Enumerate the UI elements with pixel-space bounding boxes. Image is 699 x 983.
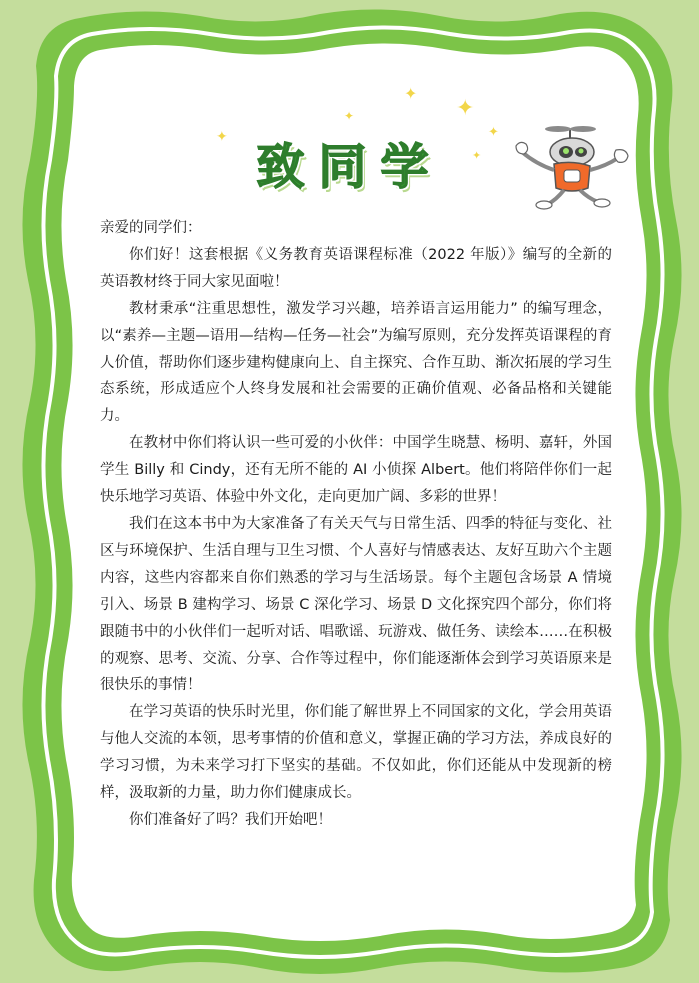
letter-paragraph: 你们好！这套根据《义务教育英语课程标准（2022 年版）》编写的全新的英语教材终于同大家见面啦！ (100, 246, 612, 290)
letter-body (100, 215, 612, 834)
sparkle-icon: ✦ (472, 149, 482, 162)
letter-closing: 你们准备好了吗？我们开始吧！ (129, 811, 332, 828)
letter-paragraph: 教材秉承“注重思想性，激发学习兴趣，培养语言运用能力” 的编写理念，以“素养—主题—语用—结构—任务—社会”为编写原则，充分发挥英语课程的育人价值，帮助你们逐步建构健康向上、自主探究、合作互助、渐次拓展的学习生态系统，形成适应个人终身发展和社会需要的正确价值观、必备品格和关键能力。 (100, 300, 612, 425)
robot-mascot-icon (510, 122, 632, 212)
letter-paragraph: 在教材中你们将认识一些可爱的小伙伴：中国学生晓慧、杨明、嘉轩，外国学生 Billy 和 Cindy，还有无所不能的 AI 小侦探 Albert。他们将陪伴你们一起快乐地学习英语、体验中外文化，走向更加广阔、多彩的世界！ (100, 435, 612, 506)
sparkle-icon: ✦ (456, 96, 475, 121)
letter-paragraph: 我们在这本书中为大家准备了有关天气与日常生活、四季的特征与变化、社区与环境保护、生活自理与卫生习惯、个人喜好与情感表达、友好互助六个主题内容，这些内容都来自你们熟悉的学习与生活场景。每个主题包含场景 A 情境引入、场景 B 建构学习、场景 C 深化学习、场景 D 文化探究四个部分，你们将跟随书中的小伙伴们一起听对话、唱歌谣、玩游戏、做任务、读绘本……在积极的观察、思考、交流、分享、合作等过程中，你们能逐渐体会到学习英语原来是很快乐的事情！ (100, 515, 612, 694)
sparkle-icon: ✦ (344, 109, 355, 123)
sparkle-icon: ✦ (404, 84, 418, 103)
sparkle-icon: ✦ (216, 129, 228, 145)
letter-paragraph: 在学习英语的快乐时光里，你们能了解世界上不同国家的文化，学会用英语与他人交流的本领，思考事情的价值和意义，掌握正确的学习方法，养成良好的学习习惯，为未来学习打下坚实的基础。不仅如此，你们还能从中发现新的榜样，汲取新的力量，助力你们健康成长。 (100, 704, 612, 802)
sparkle-icon: ✦ (488, 125, 499, 140)
page-title: 致同学 (256, 139, 443, 195)
letter-greeting: 亲爱的同学们： (100, 220, 202, 236)
